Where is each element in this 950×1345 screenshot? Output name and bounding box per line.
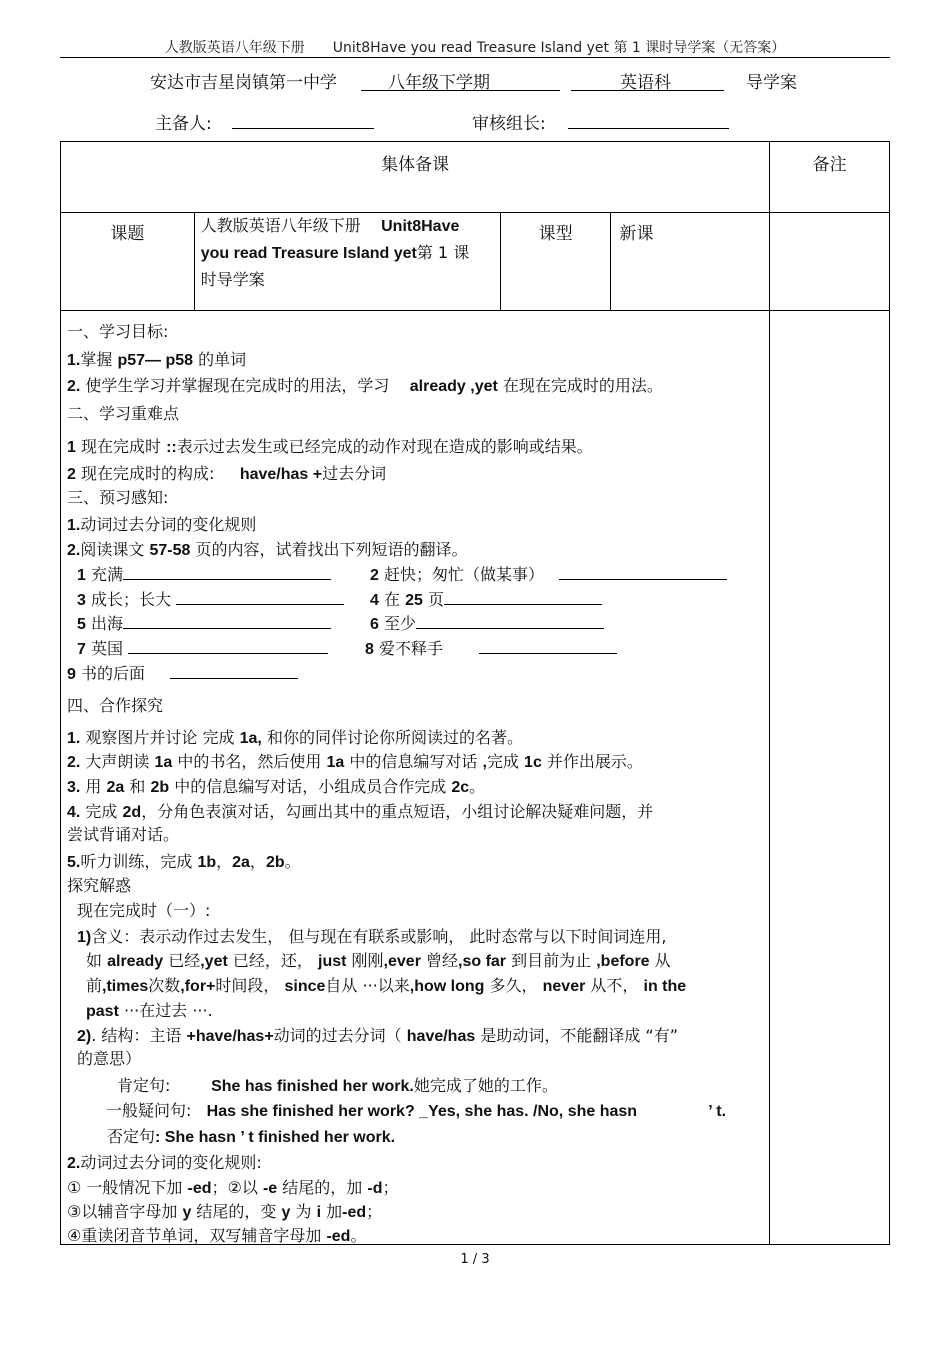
reviewer-blank xyxy=(568,114,729,129)
text-fragment: : She hasn ’ t finished her work. xyxy=(155,1129,396,1146)
text-fragment: 现在完成时 xyxy=(75,437,167,456)
phrase-1 xyxy=(77,562,331,585)
text-fragment: 加 xyxy=(321,1202,343,1221)
text-fragment: 为 xyxy=(290,1202,317,1221)
text-fragment: 6 xyxy=(370,616,379,633)
lesson-table xyxy=(60,141,890,1245)
text-fragment: -ed xyxy=(342,1204,367,1221)
text-fragment: 动词过去分词的变化规则: xyxy=(80,1153,262,1172)
text-fragment: 并作出展示。 xyxy=(541,752,643,771)
text-fragment: 肯定句: xyxy=(117,1076,171,1095)
text-fragment: 1 xyxy=(67,439,76,456)
text-fragment: 从不， xyxy=(585,976,644,995)
phrase-4 xyxy=(370,587,602,610)
text-fragment: 1a xyxy=(326,754,345,771)
text-fragment: ···在过去 ···. xyxy=(118,1001,213,1020)
text-fragment: 阅读课文 xyxy=(80,540,150,559)
text-fragment: -ed xyxy=(326,1228,351,1245)
text-fragment: 1c xyxy=(524,754,542,771)
group-prep-cell xyxy=(61,142,770,213)
text-fragment: 书的后面 xyxy=(75,664,145,683)
text-fragment: ； xyxy=(382,1178,399,1197)
text-fragment: 爱不释手 xyxy=(373,639,443,658)
text-fragment: 5. xyxy=(67,854,81,871)
s1-item2 xyxy=(67,373,663,396)
text-fragment: in the xyxy=(643,978,687,995)
text-fragment: p57— p58 xyxy=(117,352,194,369)
s3-item1 xyxy=(67,512,256,535)
text-fragment: 3 xyxy=(77,592,86,609)
doc-type: 导学案 xyxy=(746,73,797,93)
text-fragment: +have/has+ xyxy=(186,1028,274,1045)
text-fragment: 1. xyxy=(67,352,81,369)
meaning-line1 xyxy=(77,924,667,947)
structure-line2: 的意思） xyxy=(77,1049,142,1068)
preparer-blank xyxy=(232,114,374,129)
answer-blank xyxy=(444,590,602,605)
meaning-line3 xyxy=(86,973,686,996)
topic-line3: 时导学案 xyxy=(200,270,265,289)
term: 八年级下学期 xyxy=(388,73,490,93)
text-fragment: 1. xyxy=(67,517,81,534)
text-fragment: ’ t. xyxy=(708,1103,727,1120)
topic-line2-en: you read Treasure Island yet xyxy=(200,245,417,262)
text-fragment: 1a, xyxy=(239,730,262,747)
rule-3 xyxy=(67,1199,382,1222)
text-fragment: ④重读闭音节单词，双写辅音字母加 xyxy=(67,1226,327,1245)
subject: 英语科 xyxy=(620,73,671,93)
text-fragment: 次数 xyxy=(148,976,181,995)
type-value-cell xyxy=(611,213,770,311)
text-fragment: 。 xyxy=(350,1226,367,1245)
phrase-6 xyxy=(370,611,604,634)
s1-title: 一、学习目标: xyxy=(67,322,169,341)
text-fragment: 已经，还， xyxy=(227,951,318,970)
s3-title: 三、预习感知: xyxy=(67,488,169,507)
text-fragment: 用 xyxy=(80,777,107,796)
subject-underline xyxy=(571,74,724,91)
text-fragment: 和你的同伴讨论你所阅读过的名著。 xyxy=(261,728,523,747)
text-fragment: 25 xyxy=(405,592,423,609)
text-fragment: 2) xyxy=(77,1028,92,1045)
text-fragment: 1 xyxy=(77,567,86,584)
text-fragment: 曾经 xyxy=(420,951,459,970)
type-label-cell xyxy=(500,213,611,311)
text-fragment: 4. xyxy=(67,804,81,821)
phrase-7 xyxy=(77,636,328,659)
answer-blank xyxy=(128,639,328,654)
text-fragment: 中的书名，然后使用 xyxy=(172,752,327,771)
text-fragment: 赶快；匆忙（做某事） xyxy=(378,565,544,584)
text-fragment: -e xyxy=(262,1180,278,1197)
text-fragment: 到目前为止 xyxy=(506,951,597,970)
topic-line2-cn: 第 1 课 xyxy=(416,243,470,262)
text-fragment: 57-58 xyxy=(149,542,191,559)
text-fragment: 2 xyxy=(370,567,379,584)
positive-example xyxy=(117,1073,558,1096)
text-fragment: 的单词 xyxy=(193,350,247,369)
text-fragment: 前 xyxy=(86,976,103,995)
text-fragment: y xyxy=(182,1204,192,1221)
answer-blank xyxy=(123,565,331,580)
text-fragment: ,ever xyxy=(383,953,421,970)
text-fragment: 如 xyxy=(86,951,108,970)
text-fragment: 4 xyxy=(370,592,379,609)
text-fragment: 1a xyxy=(154,754,173,771)
text-fragment: 结尾的，变 xyxy=(191,1202,282,1221)
rules-title xyxy=(67,1150,262,1173)
text-fragment: , xyxy=(482,754,487,771)
type-label: 课型 xyxy=(538,224,573,244)
topic-notes-cell xyxy=(770,213,890,311)
topic-label: 课题 xyxy=(110,224,145,244)
s3-item2 xyxy=(67,537,467,560)
text-fragment: 含义：表示动作过去发生， 但与现在有联系或影响， 此时态常与以下时间词连用, xyxy=(91,927,667,946)
text-fragment: 3. xyxy=(67,779,81,796)
content-notes-cell xyxy=(770,311,890,1245)
text-fragment: . 结构：主语 xyxy=(91,1026,187,1045)
meaning-line4 xyxy=(86,998,213,1021)
explore-subtitle: 现在完成时（一）: xyxy=(77,901,211,920)
text-fragment: 听力训练，完成 xyxy=(80,852,198,871)
topic-label-cell xyxy=(61,213,195,311)
topic-line1-cn: 人教版英语八年级下册 xyxy=(200,216,361,235)
text-fragment: 。 xyxy=(284,852,301,871)
text-fragment: since xyxy=(284,978,326,995)
text-fragment: 时间段， xyxy=(215,976,285,995)
s1-item1 xyxy=(67,347,246,370)
text-fragment: ,how long xyxy=(409,978,485,995)
text-fragment: 自从 ···以来 xyxy=(325,976,410,995)
reviewer-label: 审核组长: xyxy=(472,114,546,134)
topic-value-cell xyxy=(194,213,500,311)
question-example xyxy=(106,1098,726,1121)
text-fragment: 英国 xyxy=(85,639,123,658)
header-rule xyxy=(60,57,890,58)
text-fragment: 结尾的，加 xyxy=(277,1178,368,1197)
s2-item2 xyxy=(67,461,386,484)
topic-line1-en: Unit8Have xyxy=(381,218,460,235)
page-number: 1 / 3 xyxy=(460,1252,490,1267)
text-fragment: 2c xyxy=(451,779,470,796)
phrase-2 xyxy=(370,562,727,585)
text-fragment: Has she finished her work? _Yes, she has. /No, she hasn xyxy=(206,1103,638,1120)
answer-blank xyxy=(176,590,344,605)
running-header: 人教版英语八年级下册 Unit8Have you read Treasure Island yet 第 1 课时导学案（无答案） xyxy=(164,40,786,56)
text-fragment: past xyxy=(86,1003,119,1020)
group-prep-label: 集体备课 xyxy=(381,155,450,175)
answer-blank xyxy=(170,664,298,679)
text-fragment: 和 xyxy=(124,777,151,796)
text-fragment: 2. xyxy=(67,754,81,771)
phrase-9 xyxy=(67,661,298,684)
text-fragment: 是助动词，不能翻译成 “有” xyxy=(475,1026,679,1045)
text-fragment: 。 xyxy=(469,777,486,796)
phrase-5 xyxy=(77,611,331,634)
text-fragment: 2. xyxy=(67,542,81,559)
text-fragment: 中的信息编写对话 xyxy=(344,752,483,771)
text-fragment: 中的信息编写对话，小组成员合作完成 xyxy=(169,777,452,796)
text-fragment: 2a xyxy=(232,854,250,871)
text-fragment: 多久， xyxy=(484,976,543,995)
structure-line1 xyxy=(77,1023,678,1046)
text-fragment: 至少 xyxy=(378,614,416,633)
text-fragment: 页的内容，试着找出下列短语的翻译。 xyxy=(190,540,468,559)
preparer-label: 主备人: xyxy=(155,114,212,134)
text-fragment: just xyxy=(318,953,347,970)
text-fragment: 出海 xyxy=(85,614,123,633)
s4-title: 四、合作探究 xyxy=(67,696,164,715)
text-fragment: 页 xyxy=(422,590,444,609)
notes-label: 备注 xyxy=(812,155,847,175)
text-fragment: never xyxy=(542,978,586,995)
s4-item2 xyxy=(67,749,643,772)
rule-1-2 xyxy=(67,1175,399,1198)
s4-item4 xyxy=(67,799,653,822)
text-fragment: 2d xyxy=(122,804,142,821)
text-fragment: ,yet xyxy=(200,953,228,970)
text-fragment: 成长；长大 xyxy=(85,590,171,609)
rule-4 xyxy=(67,1223,366,1246)
text-fragment: 2. xyxy=(67,1155,81,1172)
text-fragment: 现在完成时的构成: xyxy=(75,464,220,483)
text-fragment: 1b xyxy=(197,854,217,871)
text-fragment: 2. xyxy=(67,378,81,395)
text-fragment: 完成 xyxy=(80,802,123,821)
s2-item1 xyxy=(67,434,593,457)
text-fragment: 动词过去分词的变化规则 xyxy=(80,515,257,534)
text-fragment: ； xyxy=(366,1202,383,1221)
phrase-8 xyxy=(365,636,617,659)
type-value: 新课 xyxy=(619,224,654,244)
text-fragment: i xyxy=(316,1204,322,1221)
text-fragment: ① 一般情况下加 xyxy=(67,1178,188,1197)
text-fragment: 观察图片并讨论 完成 xyxy=(80,728,240,747)
text-fragment: 1. xyxy=(67,730,81,747)
text-fragment: 她完成了她的工作。 xyxy=(413,1076,558,1095)
s4-item3 xyxy=(67,774,485,797)
answer-blank xyxy=(559,565,727,580)
text-fragment: 使学生学习并掌握现在完成时的用法，学习 xyxy=(80,376,390,395)
text-fragment: 在 xyxy=(378,590,406,609)
text-fragment: ③以辅音字母加 xyxy=(67,1202,183,1221)
text-fragment: 完成 xyxy=(486,752,525,771)
text-fragment: 过去分词 xyxy=(322,464,387,483)
text-fragment: 2a xyxy=(106,779,125,796)
text-fragment: already ,yet xyxy=(409,378,498,395)
text-fragment: ,before xyxy=(596,953,650,970)
content-cell xyxy=(61,311,770,1245)
school-name: 安达市吉星岗镇第一中学 xyxy=(150,73,337,93)
answer-blank xyxy=(479,639,617,654)
text-fragment: 从 xyxy=(649,951,671,970)
s4-item5 xyxy=(67,849,301,872)
text-fragment: 刚刚 xyxy=(346,951,384,970)
text-fragment: 9 xyxy=(67,666,76,683)
text-fragment: y xyxy=(281,1204,291,1221)
text-fragment: 否定句 xyxy=(107,1127,156,1146)
text-fragment: ， xyxy=(249,852,266,871)
text-fragment: -ed xyxy=(187,1180,212,1197)
text-fragment: 一般疑问句: xyxy=(106,1101,192,1120)
answer-blank xyxy=(416,614,604,629)
text-fragment: 动词的过去分词（ xyxy=(273,1026,407,1045)
text-fragment: ,for+ xyxy=(180,978,216,995)
text-fragment: ,so far xyxy=(458,953,507,970)
text-fragment: :: xyxy=(166,439,177,456)
text-fragment: 2b xyxy=(265,854,285,871)
text-fragment: She has finished her work. xyxy=(211,1078,414,1095)
text-fragment: ，分角色表演对话，勾画出其中的重点短语，小组讨论解决疑难问题，并 xyxy=(141,802,654,821)
text-fragment: 已经 xyxy=(163,951,201,970)
term-underline xyxy=(361,74,560,91)
text-fragment: 在现在完成时的用法。 xyxy=(497,376,663,395)
text-fragment: 充满 xyxy=(85,565,123,584)
explore-title: 探究解惑 xyxy=(67,876,132,895)
text-fragment: 大声朗读 xyxy=(80,752,155,771)
s4-item4-cont: 尝试背诵对话。 xyxy=(67,825,180,844)
text-fragment: 表示过去发生或已经完成的动作对现在造成的影响或结果。 xyxy=(176,437,593,456)
text-fragment: 2b xyxy=(150,779,170,796)
text-fragment: ；②以 xyxy=(211,1178,263,1197)
text-fragment: ,times xyxy=(102,978,149,995)
text-fragment: have/has + xyxy=(239,466,323,483)
text-fragment: 掌握 xyxy=(80,350,118,369)
notes-header-cell xyxy=(770,142,890,213)
s4-item1 xyxy=(67,725,523,748)
phrase-3 xyxy=(77,587,344,610)
text-fragment: have/has xyxy=(406,1028,476,1045)
text-fragment: already xyxy=(107,953,164,970)
answer-blank xyxy=(123,614,331,629)
text-fragment: 1) xyxy=(77,929,92,946)
text-fragment: 8 xyxy=(365,641,374,658)
text-fragment: 5 xyxy=(77,616,86,633)
text-fragment: 7 xyxy=(77,641,86,658)
meaning-line2 xyxy=(86,948,671,971)
negative-example xyxy=(107,1124,395,1147)
text-fragment: -d xyxy=(367,1180,383,1197)
s2-title: 二、学习重难点 xyxy=(67,404,180,423)
text-fragment: 2 xyxy=(67,466,76,483)
text-fragment: ， xyxy=(216,852,233,871)
